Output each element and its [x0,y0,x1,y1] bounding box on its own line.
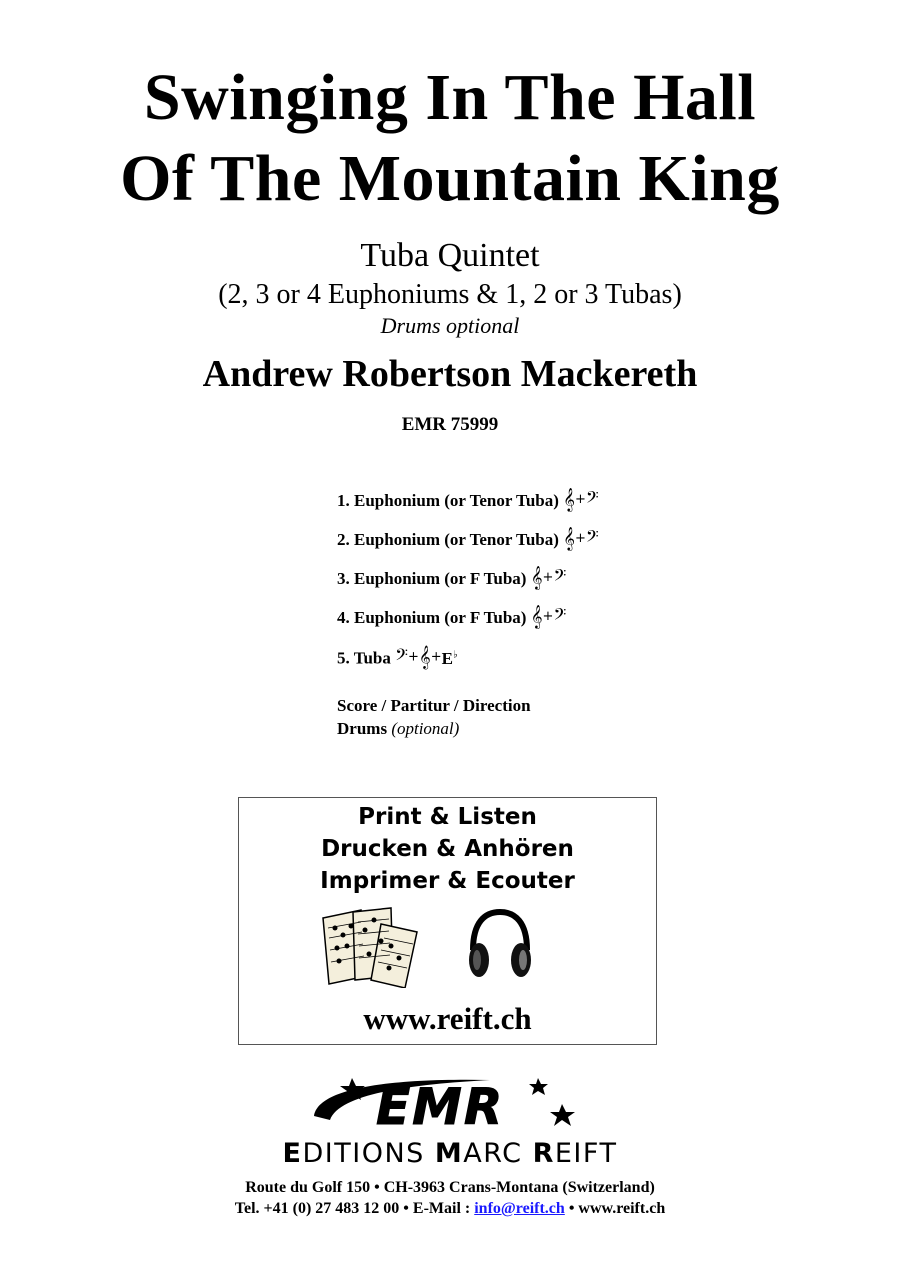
part-label: 2. Euphonium (or Tenor Tuba) [337,530,559,549]
part-2 [337,527,599,551]
plus-sign: + [542,570,554,585]
bass-clef-icon: 𝄢 [553,604,567,628]
telephone: Tel. +41 (0) 27 483 12 00 • E-Mail : [234,1200,475,1217]
email-link[interactable]: info@reift.ch [474,1200,565,1217]
treble-clef-icon: 𝄞 [563,487,575,511]
plus-sign: + [574,531,586,546]
plus-sign: + [574,492,586,507]
publisher-website[interactable]: • www.reift.ch [564,1200,666,1217]
composer: Andrew Robertson Mackereth [202,353,698,395]
part-3 [337,566,566,590]
plus-sign: + [408,649,419,665]
part-label: 4. Euphonium (or F Tuba) [337,608,527,627]
bass-clef-icon: 𝄢 [585,487,599,511]
print-listen-box[interactable] [238,797,657,1045]
part-label: 5. Tuba [337,648,391,668]
drums-note: Drums optional [380,313,520,338]
promo-line-1: Print & Listen [358,804,537,830]
part-5 [337,644,458,670]
plus-sign: + [430,649,442,665]
bass-clef-icon: 𝄢 [553,565,567,589]
title-line-1: Swinging In The Hall [143,61,757,134]
part-label: 3. Euphonium (or F Tuba) [337,569,527,588]
bass-clef-icon: 𝄢 [585,526,599,550]
treble-clef-icon: 𝄞 [418,644,431,669]
sheet-music-icon [319,906,423,988]
part-4 [337,605,566,629]
drums-label [337,718,459,740]
instrumentation: (2, 3 or 4 Euphoniums & 1, 2 or 3 Tubas) [218,279,682,310]
headphones-icon [465,906,535,982]
website-link[interactable]: www.reift.ch [363,1001,532,1036]
eb-key-label: E♭ [441,648,458,668]
promo-line-2: Drucken & Anhören [321,836,574,862]
drums-optional: (optional) [391,719,460,738]
plus-sign: + [542,609,554,624]
part-label: 1. Euphonium (or Tenor Tuba) [337,491,559,510]
publisher-address: Route du Golf 150 • CH-3963 Crans-Montana (Switzerland) [245,1179,655,1196]
emr-logo-text: EMR [376,1078,505,1136]
subtitle: Tuba Quintet [360,237,540,274]
part-1 [337,488,599,512]
title-line-2: Of The Mountain King [120,142,780,215]
emr-swoosh-icon [300,1074,590,1136]
bass-clef-icon: 𝄢 [395,644,409,669]
promo-line-3: Imprimer & Ecouter [320,868,575,894]
catalog-number: EMR 75999 [401,414,499,435]
publisher-name: EDITIONS MARC REIFT [282,1138,618,1169]
publisher-contact [0,1199,900,1219]
treble-clef-icon: 𝄞 [530,565,543,589]
treble-clef-icon: 𝄞 [530,604,543,628]
score-label: Score / Partitur / Direction [337,696,531,715]
treble-clef-icon: 𝄞 [563,526,575,550]
drums-text: Drums [337,719,388,738]
